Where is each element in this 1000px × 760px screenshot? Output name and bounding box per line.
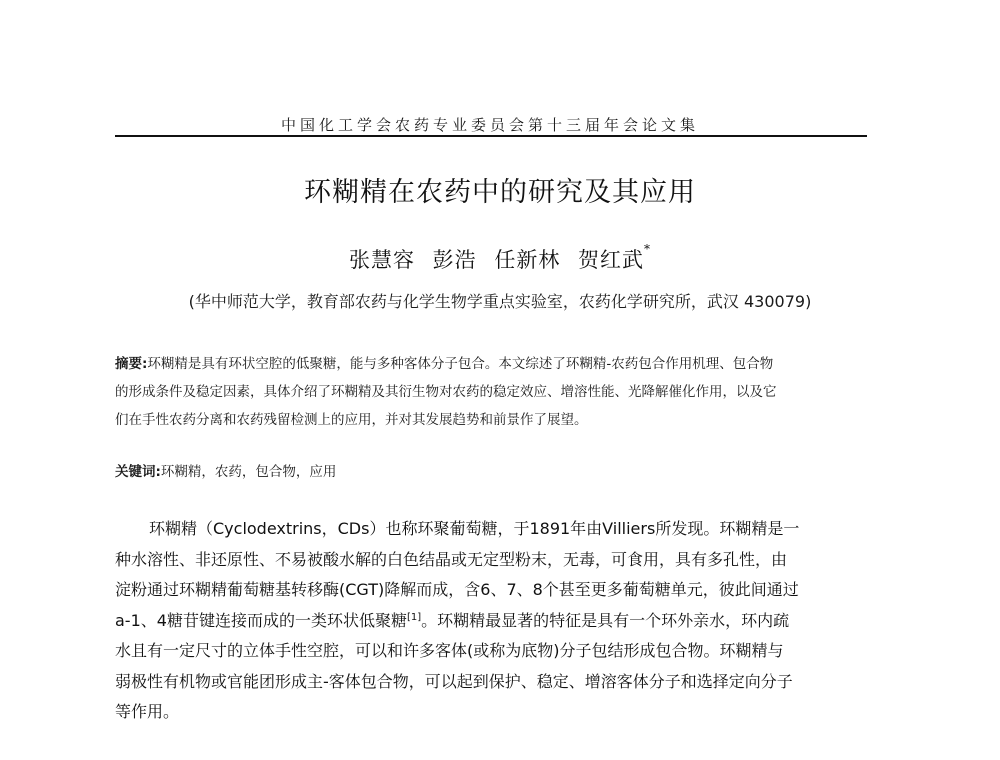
author-1: 张慧容 (348, 248, 415, 272)
keywords-text: 环糊精，农药，包合物，应用 (160, 464, 337, 480)
body-line-5: 水且有一定尺寸的立体手性空腔，可以和许多客体(或称为底物)分子包结形成包合物。环糊精与 (115, 641, 784, 660)
author-2: 彭浩 (432, 248, 477, 272)
author-3: 任新林 (494, 248, 561, 272)
body-line-7: 等作用。 (115, 702, 180, 721)
body-line-2: 种水溶性、非还原性、不易被酸水解的白色结晶或无定型粉末，无毒，可食用，具有多孔性，由 (115, 549, 788, 569)
body-line-4 (115, 606, 870, 637)
body-paragraph (115, 514, 870, 728)
abstract-line-3: 们在手性农药分离和农药残留检测上的应用，并对其发展趋势和前景作了展望。 (115, 412, 588, 428)
abstract-line-2: 的形成条件及稳定因素，具体介绍了环糊精及其衍生物对农药的稳定效应、增溶性能、光降解催化作用，以及它 (115, 384, 777, 400)
citation-1: [1] (406, 611, 422, 623)
author-4: 贺红武 (578, 248, 645, 272)
body-line-1: 环糊精（Cyclodextrins，CDs）也称环聚葡萄糖，于1891年由Villiers所发现。环糊精是一 (149, 519, 800, 538)
body-line-4-start: a-1、4糖苷键连接而成的一类环状低聚糖 (115, 610, 407, 630)
affiliation: (华中师范大学，教育部农药与化学生物学重点实验室，农药化学研究所，武汉 430079) (188, 292, 812, 311)
abstract-text-1: 环糊精是具有环状空腔的低聚糖，能与多种客体分子包合。本文综述了环糊精-农药包合作用机理、包合物 (147, 356, 774, 372)
keywords (115, 460, 867, 480)
body-line-3: 淀粉通过环糊精葡萄糖基转移酶(CGT)降解而成，含6、7、8个甚至更多葡萄糖单元，彼此间通过 (115, 580, 799, 599)
running-header: 中国化工学会农药专业委员会第十三届年会论文集 (280, 116, 699, 134)
keywords-label: 关键词: (115, 464, 161, 480)
corresponding-author-mark: * (644, 242, 652, 256)
abstract-line-1 (115, 350, 867, 378)
header-rule (115, 135, 867, 137)
author-list (0, 244, 1000, 274)
paper-title: 环糊精在农药中的研究及其应用 (304, 177, 696, 208)
body-line-6: 弱极性有机物或官能团形成主-客体包合物，可以起到保护、稳定、增溶客体分子和选择定向分子 (115, 671, 793, 691)
abstract (115, 350, 867, 434)
body-line-4-end: 。环糊精最显著的特征是具有一个环外亲水，环内疏 (421, 610, 790, 630)
abstract-label: 摘要: (115, 356, 148, 372)
